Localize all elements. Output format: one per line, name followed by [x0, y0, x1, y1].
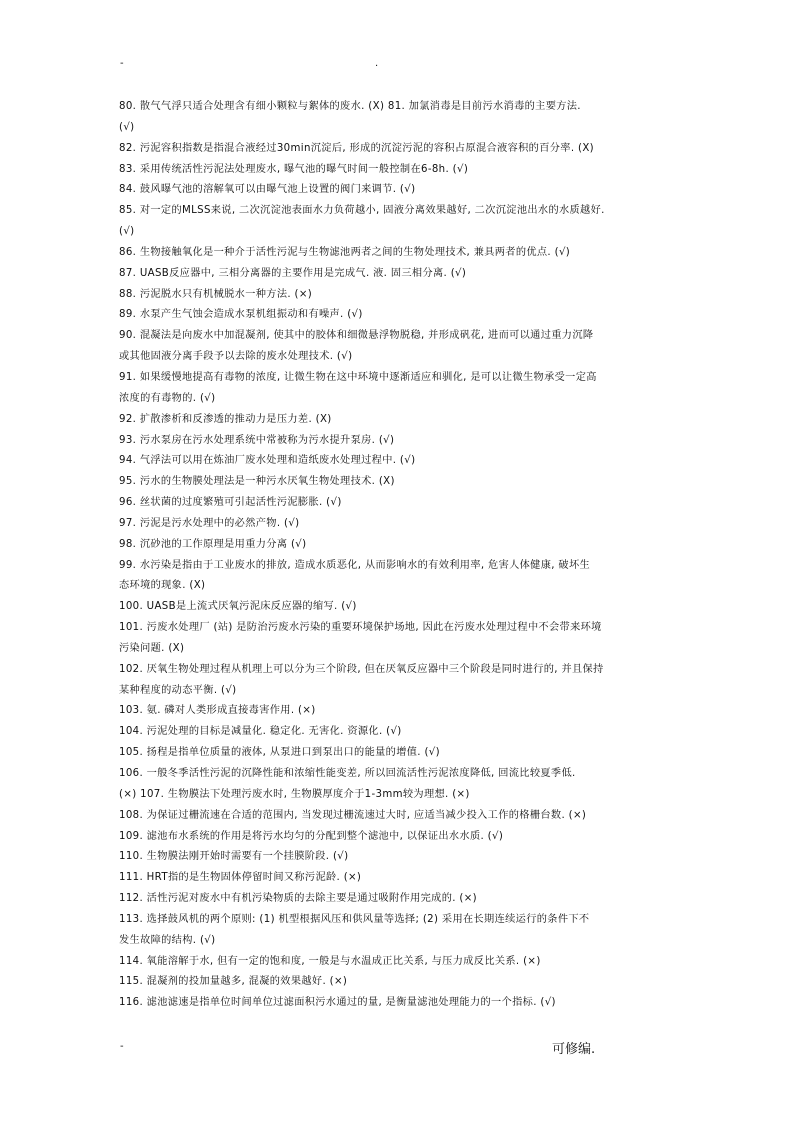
text-line: 109. 滤池布水系统的作用是将污水均匀的分配到整个滤池中, 以保证出水水质. (√): [119, 830, 504, 842]
text-line: 97. 污泥是污水处理中的必然产物. (√): [119, 517, 300, 529]
text-line: 106. 一般冬季活性污泥的沉降性能和浓缩性能变差, 所以回流活性污泥浓度降低, 回流比较夏季低.: [119, 768, 576, 779]
text-line: 浓度的有毒物的. (√): [119, 392, 216, 404]
header-center-mark: .: [375, 58, 379, 69]
text-line: 112. 活性污泥对废水中有机污染物质的去除主要是通过吸附作用完成的. (×): [119, 893, 477, 905]
footer-left-mark: -: [120, 1041, 124, 1052]
text-line: 82. 污泥容积指数是指混合液经过30min沉淀后, 形成的沉淀污泥的容积占原混合液容积的百分率. (X): [119, 142, 594, 154]
text-line: 83. 采用传统活性污泥法处理废水, 曝气池的曝气时间一般控制在6-8h. (√): [119, 163, 469, 175]
text-line: 84. 鼓风曝气池的溶解氧可以由曝气池上设置的阀门来调节. (√): [119, 184, 416, 196]
text-line: 某种程度的动态平衡. (√): [119, 684, 237, 696]
text-line: 87. UASB反应器中, 三相分离器的主要作用是完成气. 液. 固三相分离. (√): [119, 267, 467, 279]
text-line: 态环境的现象. (X): [119, 580, 206, 592]
text-line: 111. HRT指的是生物固体停留时间又称污泥龄. (×): [119, 872, 362, 884]
header-left-mark: -: [120, 58, 124, 69]
text-line: 104. 污泥处理的目标是减量化. 稳定化. 无害化. 资源化. (√): [119, 726, 402, 738]
text-line: 92. 扩散渗析和反渗透的推动力是压力差. (X): [119, 413, 332, 425]
text-line: 85. 对一定的MLSS来说, 二次沉淀池表面水力负荷越小, 固液分离效果越好, 二次沉淀池出水的水质越好.: [119, 205, 605, 217]
text-line: 102. 厌氧生物处理过程从机理上可以分为三个阶段, 但在厌氧反应器中三个阶段是同时进行的, 并且保持: [119, 663, 604, 675]
text-line: 100. UASB是上流式厌氧污泥床反应器的缩写. (√): [119, 601, 357, 613]
text-line: 101. 污废水处理厂 (站) 是防治污废水污染的重要环境保护场地, 因此在污废水处理过程中不会带来环境: [119, 622, 602, 634]
text-line: 86. 生物接触氧化是一种介于活性污泥与生物滤池两者之间的生物处理技术, 兼具两者的优点. (√): [119, 246, 571, 258]
text-line: 116. 滤池滤速是指单位时间单位过滤面积污水通过的量, 是衡量滤池处理能力的一个指标. (√): [119, 997, 556, 1009]
text-line: 污染问题. (X): [119, 642, 185, 654]
text-line: 91. 如果缓慢地提高有毒物的浓度, 让微生物在这中环境中逐渐适应和驯化, 是可以让微生物承受一定高: [119, 371, 597, 383]
text-line: 80. 散气气浮只适合处理含有细小颗粒与絮体的废水. (X) 81. 加氯消毒是目前污水消毒的主要方法.: [119, 101, 581, 112]
text-line: 98. 沉砂池的工作原理是用重力分离 (√): [119, 538, 307, 550]
text-line: 发生故障的结构. (√): [119, 934, 216, 946]
footer-editable-note: 可修编.: [552, 1042, 596, 1057]
text-line: 115. 混凝剂的投加量越多, 混凝的效果越好. (×): [119, 976, 348, 988]
text-line: 113. 选择鼓风机的两个原则: (1) 机型根据风压和供风量等选择; (2) 采用在长期连续运行的条件下不: [119, 913, 590, 925]
text-line: 95. 污水的生物膜处理法是一种污水厌氧生物处理技术. (X): [119, 476, 395, 488]
text-line: (√): [119, 226, 135, 238]
text-line: 105. 扬程是指单位质量的液体, 从泵进口到泵出口的能量的增值. (√): [119, 747, 440, 759]
question-list: [119, 97, 679, 1014]
text-line: 96. 丝状菌的过度繁殖可引起活性污泥膨胀. (√): [119, 497, 342, 509]
text-line: 99. 水污染是指由于工业废水的排放, 造成水质恶化, 从而影响水的有效利用率, 危害人体健康, 破坏生: [119, 559, 591, 571]
text-line: 或其他固液分离手段予以去除的废水处理技术. (√): [119, 351, 353, 363]
text-line: 103. 氨. 磷对人类形成直接毒害作用. (×): [119, 705, 316, 717]
text-line: 93. 污水泵房在污水处理系统中常被称为污水提升泵房. (√): [119, 434, 395, 446]
text-line: 110. 生物膜法刚开始时需要有一个挂膜阶段. (√): [119, 851, 349, 863]
text-line: 114. 氧能溶解于水, 但有一定的饱和度, 一般是与水温成正比关系, 与压力成反比关系. (×): [119, 955, 541, 967]
text-line: 89. 水泵产生气蚀会造成水泵机组振动和有噪声. (√): [119, 309, 363, 321]
text-line: 108. 为保证过栅流速在合适的范围内, 当发现过栅流速过大时, 应适当减少投入工作的格栅台数. (×): [119, 809, 587, 821]
text-line: (√): [119, 121, 135, 133]
text-line: 90. 混凝法是向废水中加混凝剂, 使其中的胶体和细微悬浮物脱稳, 并形成矾花, 进而可以通过重力沉降: [119, 330, 594, 342]
text-line: 88. 污泥脱水只有机械脱水一种方法. (×): [119, 288, 313, 300]
text-line: (×) 107. 生物膜法下处理污废水时, 生物膜厚度介于1-3mm较为理想. (×): [119, 788, 470, 800]
text-line: 94. 气浮法可以用在炼油厂废水处理和造纸废水处理过程中. (√): [119, 455, 416, 467]
